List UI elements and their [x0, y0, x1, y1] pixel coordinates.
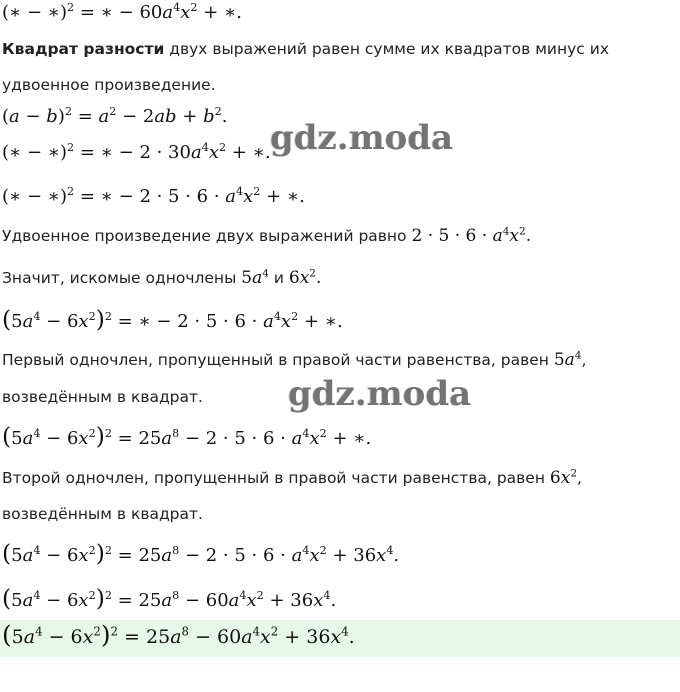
first-monomial-text: Первый одночлен, пропущенный в правой части равенства, равен $5a^4$, — [2, 349, 587, 370]
doubled-product-text: Удвоенное произведение двух выражений равно $2 \cdot 5 \cdot 6 \cdot a^4x^2$. — [2, 225, 532, 246]
watermark-2: gdz.moda — [288, 374, 472, 414]
final-answer-equation: $(5a^4 - 6x^2)^2 = 25a^8 - 60a^4x^2 + 36x^4$. — [2, 620, 355, 649]
definition-text-cont: удвоенное произведение. — [2, 76, 216, 94]
squared-text-2: возведённым в квадрат. — [2, 505, 203, 523]
formula-square-difference: $(a - b)^2 = a^2 - 2ab + b^2$. — [2, 105, 228, 127]
second-monomial-text: Второй одночлен, пропущенный в правой части равенства, равен $6x^2$, — [2, 467, 582, 488]
equation-step-5: $(5a^4 - 6x^2)^2 = 25a^8 - 2 \cdot 5 \cdot 6 \cdot a^4x^2 + 36x^4$. — [2, 539, 400, 567]
equation-step-6: $(5a^4 - 6x^2)^2 = 25a^8 - 60a^4x^2 + 36x^4$. — [2, 584, 337, 612]
definition-text: Квадрат разности двух выражений равен сумме их квадратов минус их — [2, 40, 609, 58]
equation-step-3: $(5a^4 - 6x^2)^2$ = ∗ − $2 \cdot 5 \cdot 6 \cdot a^4x^2$ + ∗. — [2, 305, 343, 333]
equation-step-1: (∗ − ∗)$^2$ = ∗ − $2 \cdot 30a^4x^2$ + ∗. — [2, 141, 271, 163]
equation-initial: (∗ − ∗)$^2$ = ∗ − $60a^4x^2$ + ∗. — [2, 1, 242, 23]
definition-term: Квадрат разности — [2, 40, 165, 58]
squared-text-1: возведённым в квадрат. — [2, 388, 203, 406]
equation-step-2: (∗ − ∗)$^2$ = ∗ − $2 \cdot 5 \cdot 6 \cdot a^4x^2$ + ∗. — [2, 185, 305, 207]
equation-step-4: $(5a^4 - 6x^2)^2 = 25a^8 - 2 \cdot 5 \cdot 6 \cdot a^4x^2$ + ∗. — [2, 422, 372, 450]
watermark-1: gdz.moda — [270, 118, 454, 158]
monomials-text: Значит, искомые одночлены $5a^4$ и $6x^2$. — [2, 267, 322, 288]
